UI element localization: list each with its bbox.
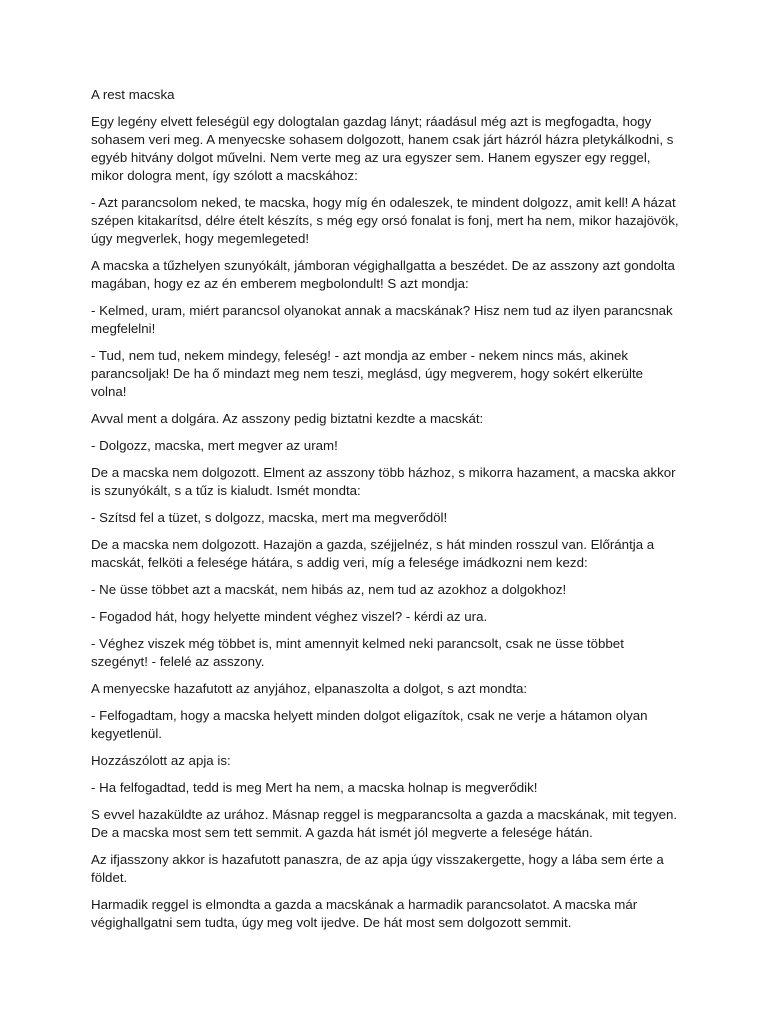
document-page — [91, 86, 681, 941]
paragraph: A macska a tűzhelyen szunyókált, jámboran végighallgatta a beszédet. De az asszony azt gondolta magában, hogy ez az én emberem megbolondult! S azt mondja: — [91, 258, 675, 291]
paragraph: De a macska nem dolgozott. Elment az asszony több házhoz, s mikorra hazament, a macska akkor is szunyókált, s a tűz is kialudt. Ismét mondta: — [91, 465, 676, 498]
paragraph: Az ifjasszony akkor is hazafutott panaszra, de az apja úgy visszakergette, hogy a lába sem érte a földet. — [91, 852, 664, 885]
paragraph: Egy legény elvett feleségül egy dologtalan gazdag lányt; ráadásul még azt is megfogadta, hogy sohasem veri meg. A menyecske sohasem dolgozott, hanem csak járt házról házra pletykálkodni, s egyéb hitvány dolgot művelni. Nem verte meg az ura egyszer sem. Hanem egyszer egy reggel, mikor dologra ment, így szólott a macskához: — [91, 114, 674, 183]
paragraph: - Ha felfogadtad, tedd is meg Mert ha nem, a macska holnap is megverődik! — [91, 780, 538, 795]
paragraph: S evvel hazaküldte az urához. Másnap reggel is megparancsolta a gazda a macskának, mit tegyen. De a macska most sem tett semmit. A gazda hát ismét jól megverte a felesége hátán. — [91, 807, 678, 840]
paragraph: - Véghez viszek még többet is, mint amennyit kelmed neki parancsolt, csak ne üsse többet szegényt! - felelé az asszony. — [91, 636, 624, 669]
paragraph: - Dolgozz, macska, mert megver az uram! — [91, 438, 338, 453]
paragraph: - Felfogadtam, hogy a macska helyett minden dolgot eligazítok, csak ne verje a hátamon olyan kegyetlenül. — [91, 708, 648, 741]
paragraph: - Fogadod hát, hogy helyette mindent véghez viszel? - kérdi az ura. — [91, 609, 488, 624]
paragraph: Harmadik reggel is elmondta a gazda a macskának a harmadik parancsolatot. A macska már végighallgatni sem tudta, úgy meg volt ijedve. De hát most sem dolgozott semmit. — [91, 897, 638, 930]
paragraph: De a macska nem dolgozott. Hazajön a gazda, széjjelnéz, s hát minden rosszul van. Előrántja a macskát, felköti a felesége hátára, s addig veri, míg a felesége imádkozni nem kezd: — [91, 537, 655, 570]
paragraph: - Azt parancsolom neked, te macska, hogy míg én odaleszek, te mindent dolgozz, amit kell! A házat szépen kitakarítsd, délre ételt készíts, s még egy orsó fonalat is fonj, mert ha nem, mikor hazajövök, úgy megverlek, hogy megemlegeted! — [91, 195, 679, 246]
paragraph: Hozzászólott az apja is: — [91, 753, 231, 768]
paragraph: - Szítsd fel a tüzet, s dolgozz, macska, mert ma megverődöl! — [91, 510, 448, 525]
paragraph: - Ne üsse többet azt a macskát, nem hibás az, nem tud az azokhoz a dolgokhoz! — [91, 582, 567, 597]
paragraph: A menyecske hazafutott az anyjához, elpanaszolta a dolgot, s azt mondta: — [91, 681, 528, 696]
paragraph: - Kelmed, uram, miért parancsol olyanokat annak a macskának? Hisz nem tud az ilyen parancsnak megfelelni! — [91, 303, 673, 336]
paragraph: Avval ment a dolgára. Az asszony pedig biztatni kezdte a macskát: — [91, 411, 484, 426]
document-title: A rest macska — [91, 87, 175, 102]
paragraph: - Tud, nem tud, nekem mindegy, feleség! - azt mondja az ember - nekem nincs más, akinek parancsoljak! De ha ő mindazt meg nem teszi, meglásd, úgy megverem, hogy sokért elkerülte volna! — [91, 348, 644, 399]
